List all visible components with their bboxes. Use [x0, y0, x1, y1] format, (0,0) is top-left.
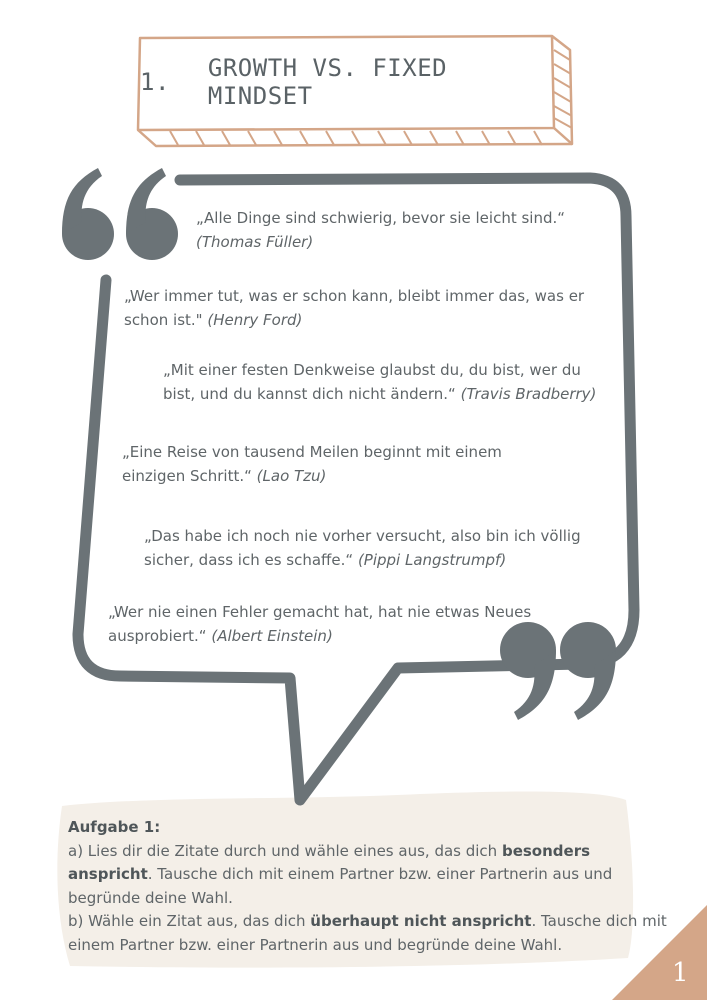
page-number: 1 [672, 958, 689, 988]
task-b-text: b) Wähle ein Zitat aus, das dich [68, 912, 306, 930]
task-item-a [68, 840, 668, 911]
quote-author: (Thomas Füller) [196, 233, 314, 251]
task-heading: Aufgabe 1: [68, 818, 161, 836]
quote-text: „Mit einer festen Denkweise glaubst du, du bist, wer du bist, und du kannst dich nicht ändern.“ [163, 361, 581, 403]
task-box [68, 816, 668, 957]
quote-5 [144, 524, 614, 572]
quote-author: (Travis Bradberry) [460, 385, 597, 403]
speech-bubble [78, 178, 634, 800]
task-a-text: a) Lies dir die Zitate durch und wähle eines aus, das dich [68, 841, 498, 860]
quote-text: „Alle Dinge sind schwierig, bevor sie leicht sind.“ [196, 209, 566, 227]
task-b-rest: . Tausche dich mit einem Partner bzw. einer Partnerin aus und begründe deine Wahl. [68, 912, 667, 954]
quote-author: (Albert Einstein) [211, 627, 333, 645]
quote-text: „Wer nie einen Fehler gemacht hat, hat nie etwas Neues ausprobiert.“ [108, 603, 532, 645]
quote-author: (Henry Ford) [207, 311, 303, 329]
quote-1 [196, 206, 596, 254]
task-item-b [68, 910, 668, 957]
quote-text: „Eine Reise von tausend Meilen beginnt mit einem einzigen Schritt.“ [122, 443, 502, 485]
quote-4 [122, 440, 532, 488]
title-number: 1. [140, 68, 170, 96]
quote-3 [163, 358, 613, 406]
page-title [140, 38, 552, 126]
task-a-rest: . Tausche dich mit einem Partner bzw. einer Partnerin aus und begründe deine Wahl. [68, 865, 613, 907]
title-text: GROWTH VS. FIXED MINDSET [207, 54, 448, 110]
quote-text: „Das habe ich noch nie vorher versucht, also bin ich völlig sicher, dass ich es schaffe.“ [144, 527, 581, 569]
task-a-emphasis: besonders anspricht [68, 841, 591, 883]
quote-text: „Wer immer tut, was er schon kann, bleibt immer das, was er schon ist." [124, 287, 585, 329]
opening-quote-icon [62, 168, 178, 260]
quote-author: (Pippi Langstrumpf) [357, 551, 507, 569]
task-b-emphasis: überhaupt nicht anspricht [310, 912, 532, 930]
quote-6 [108, 600, 558, 648]
quote-author: (Lao Tzu) [256, 467, 327, 485]
quote-2 [124, 284, 594, 332]
